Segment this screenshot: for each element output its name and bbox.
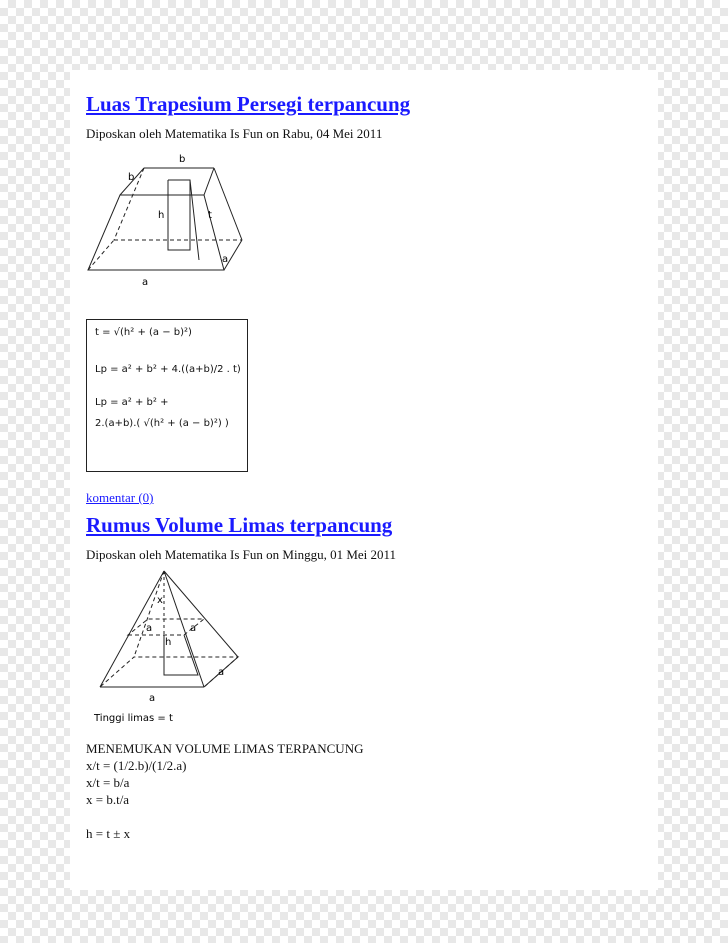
formula-lp-2b: 2.(a+b).( √(h² + (a − b)²) ) bbox=[95, 418, 229, 429]
label-h: h bbox=[158, 210, 165, 221]
formula-lp-2a: Lp = a² + b² + bbox=[95, 397, 169, 408]
post-title-volume-limas[interactable]: Rumus Volume Limas terpancung bbox=[86, 513, 393, 537]
label-x: x bbox=[157, 595, 163, 606]
body-line bbox=[86, 808, 363, 825]
label-a-bottom: a bbox=[142, 277, 149, 288]
label-a-right: a bbox=[218, 667, 225, 678]
body-line: h = t ± x bbox=[86, 826, 131, 841]
body-line: x/t = b/a bbox=[86, 775, 130, 790]
post-title-luas-trapesium[interactable]: Luas Trapesium Persegi terpancung bbox=[86, 92, 411, 116]
comment-link[interactable]: komentar (0) bbox=[86, 490, 154, 505]
formula-box bbox=[86, 319, 248, 472]
label-a-top-left: a bbox=[146, 623, 153, 634]
post-meta: Diposkan oleh Matematika Is Fun on Minggu, 01 Mei 2011 bbox=[86, 547, 397, 562]
body-line: x/t = (1/2.b)/(1/2.a) bbox=[86, 758, 187, 773]
label-t: t bbox=[208, 210, 212, 221]
body-line: MENEMUKAN VOLUME LIMAS TERPANCUNG bbox=[86, 741, 364, 756]
label-a-top-right: a bbox=[190, 623, 197, 634]
document-page bbox=[70, 70, 658, 890]
figure-caption: Tinggi limas = t bbox=[94, 713, 173, 724]
frustum-figure bbox=[84, 150, 264, 300]
post-body bbox=[86, 740, 363, 842]
formula-t: t = √(h² + (a − b)²) bbox=[95, 327, 192, 338]
label-b-top: b bbox=[179, 154, 186, 165]
pyramid-figure bbox=[86, 565, 256, 725]
body-line: x = b.t/a bbox=[86, 792, 130, 807]
label-a-bottom: a bbox=[149, 693, 156, 704]
label-b-left: b bbox=[128, 172, 135, 183]
formula-lp-1: Lp = a² + b² + 4.((a+b)/2 . t) bbox=[95, 364, 241, 375]
label-a-right: a bbox=[222, 254, 229, 265]
post-meta: Diposkan oleh Matematika Is Fun on Rabu, 04 Mei 2011 bbox=[86, 126, 383, 141]
label-h: h bbox=[165, 637, 172, 648]
